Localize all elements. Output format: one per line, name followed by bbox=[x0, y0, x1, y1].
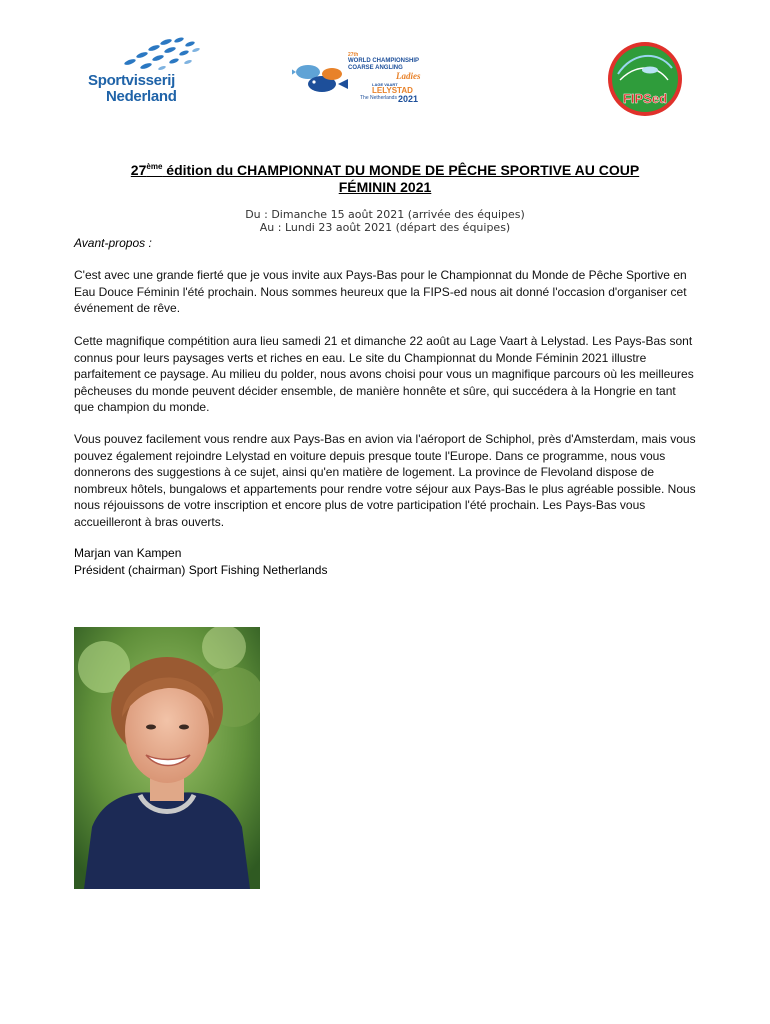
paragraph-venue: Cette magnifique compétition aura lieu samedi 21 et dimanche 22 août au Lage Vaart à Lelystad. Les Pays-Bas sont connus pour leurs paysages verts et riches en eau. Le site du Championnat du Monde Féminin 2021 illustre parfaitement ce paysage. Au milieu du polder, nous avons choisi pour vous un magnifique parcours où les meilleures pêcheuses du monde peuvent décider ensemble, de manière honnête et sûre, qui succédera à la Hongrie en tant que champion du monde. bbox=[74, 334, 694, 414]
logo-text-coarse-angling: COARSE ANGLING bbox=[348, 65, 403, 71]
logo-text-world-championship: WORLD CHAMPIONSHIP bbox=[348, 58, 419, 64]
logo-text-lelystad: LELYSTAD bbox=[372, 86, 413, 95]
title-line2: FÉMININ 2021 bbox=[338, 179, 432, 195]
paragraph-invitation: C'est avec une grande fierté que je vous invite aux Pays-Bas pour le Championnat du Monde de Pêche Sportive en Eau Douce Féminin l'été prochain. Nous sommes heureux que la FIPS-ed nous ait donné l'occasion d'organiser cet événement de rêve. bbox=[74, 268, 687, 315]
logo-text-ladies: Ladies bbox=[396, 71, 421, 81]
avant-propos-heading: Avant-propos : bbox=[74, 236, 152, 250]
signature-name: Marjan van Kampen bbox=[74, 546, 182, 560]
logo-text-fipsed: FIPSed bbox=[622, 91, 668, 106]
portrait-photo bbox=[74, 627, 260, 889]
fipsed-logo bbox=[606, 40, 684, 118]
fipsed-emblem-icon bbox=[606, 40, 684, 118]
event-dates bbox=[150, 208, 620, 234]
signature-role: Président (chairman) Sport Fishing Netherlands bbox=[74, 563, 328, 577]
logo-text-2021: 2021 bbox=[398, 94, 419, 104]
paragraph-travel: Vous pouvez facilement vous rendre aux Pays-Bas en avion via l'aéroport de Schiphol, près d'Amsterdam, mais vous pouvez également rejoindre Lelystad en voiture depuis presque toute l'Europe. Dans ce programme, nous vous donnerons des suggestions à ce sujet, ainsi qu'en matière de logement. La province de Flevoland dispose de nombreux hôtels, bungalows et appartements pour rendre votre séjour aux Pays-Bas le plus agréable possible. Nous nous réjouissons de votre inscription et encore plus de votre participation l'été prochain. Les Pays-Bas vous accueilleront à bras ouverts. bbox=[74, 432, 696, 529]
logo-text-lage-vaart: LAGE VAART bbox=[372, 82, 398, 87]
title-number: 27 bbox=[130, 162, 147, 178]
title-line1: édition du CHAMPIONNAT DU MONDE DE PÊCHE SPORTIVE AU COUP bbox=[162, 162, 640, 178]
fish-school-icon bbox=[84, 36, 206, 76]
logo-text-sportvisserij: Sportvisserij bbox=[88, 72, 175, 89]
logo-text-nederland: Nederland bbox=[106, 88, 177, 105]
sportvisserij-nederland-logo bbox=[84, 36, 206, 108]
date-from: Du : Dimanche 15 août 2021 (arrivée des équipes) bbox=[245, 208, 525, 221]
title-superscript: ème bbox=[146, 162, 163, 171]
date-to: Au : Lundi 23 août 2021 (départ des équipes) bbox=[259, 221, 511, 234]
logo-text-27th: 27th bbox=[348, 52, 359, 58]
world-championship-logo bbox=[292, 50, 426, 110]
document-title bbox=[70, 158, 700, 196]
logo-text-the-netherlands: The Netherlands bbox=[360, 95, 397, 101]
